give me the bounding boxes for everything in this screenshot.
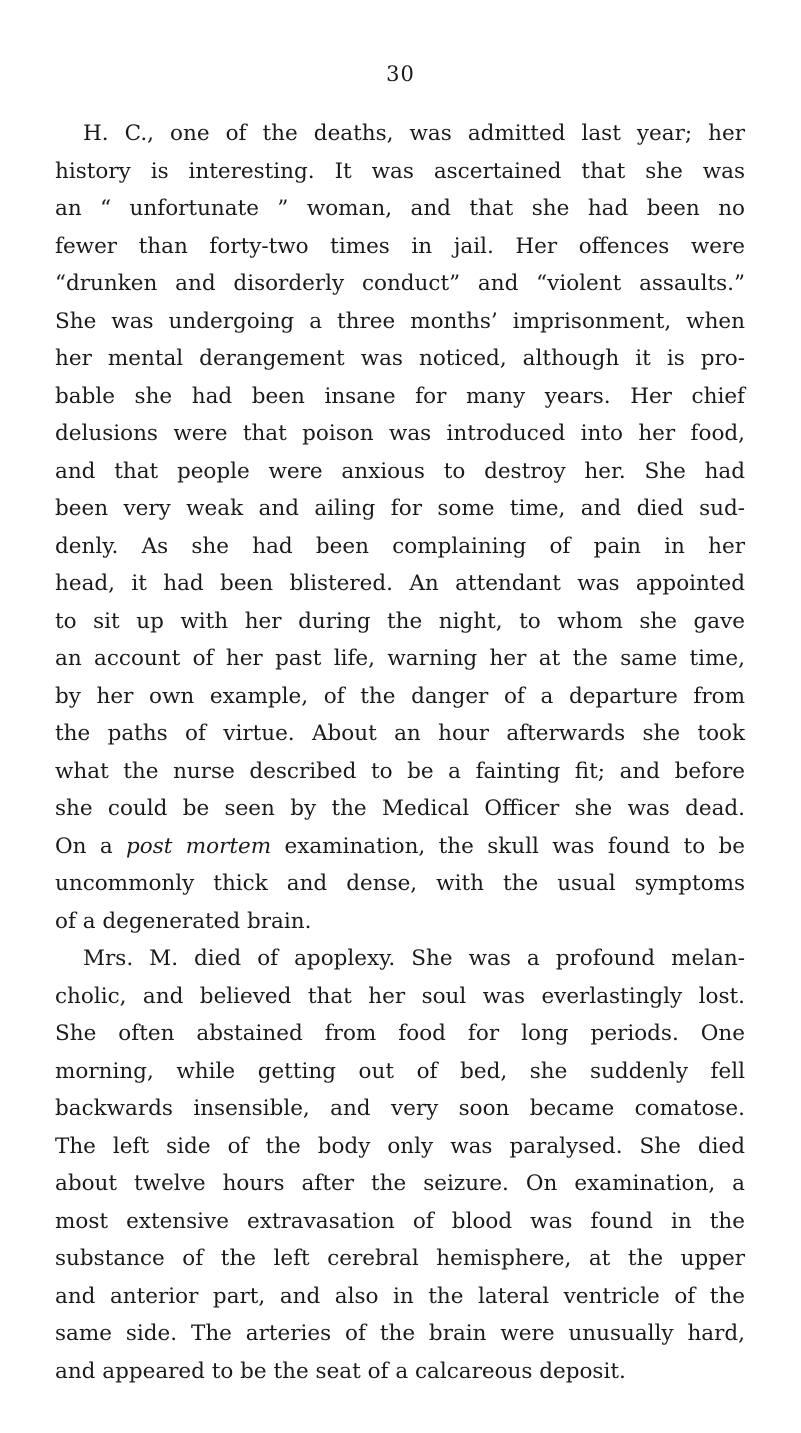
text-line: The left side of the body only was paralysed. She died <box>55 1133 745 1159</box>
text-line: most extensive extravasation of blood was found in the <box>55 1208 745 1234</box>
text-line: denly. As she had been complaining of pain in her <box>55 533 745 559</box>
text-line: Mrs. M. died of apoplexy. She was a profound melan- <box>83 946 745 971</box>
text-line: She often abstained from food for long periods. One <box>55 1021 745 1046</box>
text-line: about twelve hours after the seizure. On examination, a <box>55 1171 745 1196</box>
text-line-prefix: On a <box>55 833 113 859</box>
text-line: and appeared to be the seat of a calcareous deposit. <box>55 1358 626 1384</box>
text-line: to sit up with her during the night, to whom she gave <box>55 608 745 634</box>
text-line: history is interesting. It was ascertained that she was <box>55 158 745 184</box>
text-line: an “ unfortunate ” woman, and that she had been no <box>55 196 745 221</box>
text-line: what the nurse described to be a fainting fit; and before <box>55 758 745 784</box>
text-line: “drunken and disorderly conduct” and “violent assaults.” <box>55 271 745 296</box>
text-line: of a degenerated brain. <box>55 908 312 934</box>
text-line: fewer than forty-two times in jail. Her offences were <box>55 233 745 259</box>
text-line: her mental derangement was noticed, although it is pro- <box>55 346 745 371</box>
text-line: H. C., one of the deaths, was admitted last year; her <box>83 121 745 146</box>
text-line: she could be seen by the Medical Officer she was dead. <box>55 796 745 821</box>
text-line: delusions were that poison was introduced into her food, <box>55 421 745 446</box>
body-text <box>55 115 745 1390</box>
text-line: substance of the left cerebral hemisphere, at the upper <box>55 1246 745 1271</box>
text-line: same side. The arteries of the brain were unusually hard, <box>55 1321 745 1346</box>
text-line-rest: examination, the skull was found to be <box>284 833 745 859</box>
text-line: by her own example, of the danger of a departure from <box>55 683 745 709</box>
text-line <box>55 828 745 866</box>
text-line: She was undergoing a three months’ imprisonment, when <box>55 308 745 334</box>
text-line: head, it had been blistered. An attendant was appointed <box>55 571 745 596</box>
page-number: 30 <box>386 62 415 86</box>
text-line: morning, while getting out of bed, she suddenly fell <box>55 1058 745 1084</box>
text-line: cholic, and believed that her soul was everlastingly lost. <box>55 983 745 1009</box>
italic-phrase: post mortem <box>126 833 272 859</box>
text-line: an account of her past life, warning her at the same time, <box>55 646 745 671</box>
text-line: uncommonly thick and dense, with the usual symptoms <box>55 871 745 896</box>
text-line: been very weak and ailing for some time, and died sud- <box>55 496 745 521</box>
text-line: the paths of virtue. About an hour afterwards she took <box>55 721 745 746</box>
text-line: backwards insensible, and very soon became comatose. <box>55 1096 745 1121</box>
text-line: bable she had been insane for many years. Her chief <box>55 383 745 409</box>
text-line: and anterior part, and also in the lateral ventricle of the <box>55 1283 745 1309</box>
text-line: and that people were anxious to destroy her. She had <box>55 458 745 484</box>
